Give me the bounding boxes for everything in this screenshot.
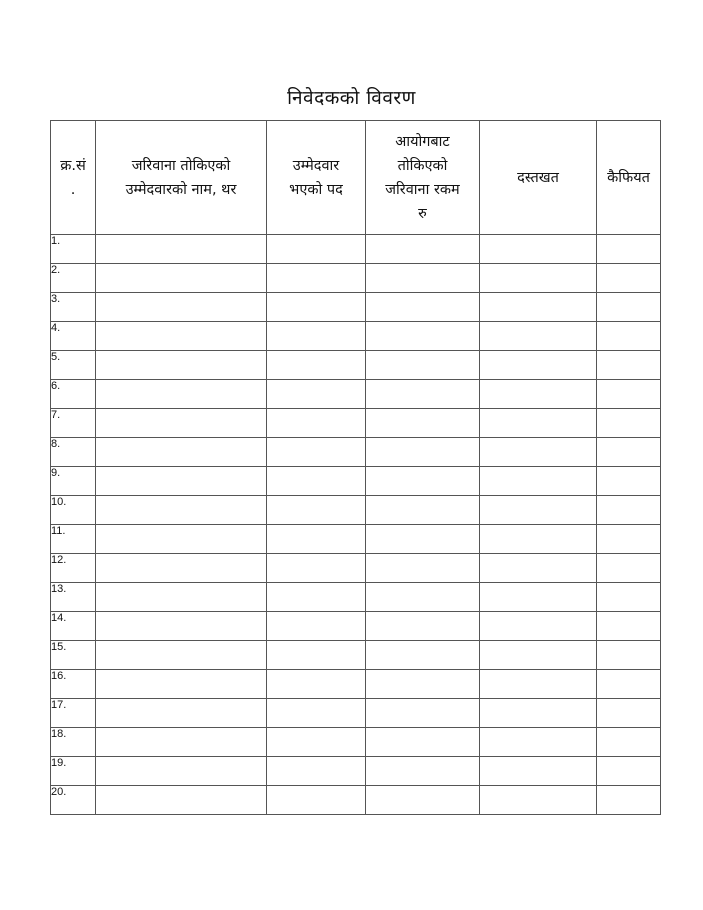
- cell-candidate-name: [96, 583, 267, 612]
- cell-candidate-name: [96, 786, 267, 815]
- cell-remarks: [597, 525, 661, 554]
- cell-candidate-name: [96, 438, 267, 467]
- table-row: [51, 786, 661, 815]
- applicant-details-table: [50, 120, 661, 815]
- cell-fine-amount: [366, 235, 480, 264]
- table-row: [51, 525, 661, 554]
- cell-remarks: [597, 264, 661, 293]
- cell-signature: [480, 757, 597, 786]
- table-row: [51, 699, 661, 728]
- cell-candidate-post: [267, 583, 366, 612]
- cell-candidate-post: [267, 380, 366, 409]
- cell-remarks: [597, 293, 661, 322]
- cell-candidate-post: [267, 728, 366, 757]
- cell-candidate-name: [96, 554, 267, 583]
- cell-signature: [480, 438, 597, 467]
- cell-candidate-post: [267, 496, 366, 525]
- cell-fine-amount: [366, 496, 480, 525]
- row-serial-number: 3.: [51, 293, 96, 322]
- header-remarks: कैफियत: [597, 121, 661, 235]
- cell-remarks: [597, 757, 661, 786]
- row-serial-number: 13.: [51, 583, 96, 612]
- table-row: [51, 322, 661, 351]
- cell-fine-amount: [366, 757, 480, 786]
- cell-remarks: [597, 728, 661, 757]
- row-serial-number: 17.: [51, 699, 96, 728]
- table-row: [51, 235, 661, 264]
- table-row: [51, 380, 661, 409]
- cell-candidate-post: [267, 786, 366, 815]
- cell-fine-amount: [366, 380, 480, 409]
- cell-candidate-post: [267, 467, 366, 496]
- cell-candidate-post: [267, 641, 366, 670]
- row-serial-number: 4.: [51, 322, 96, 351]
- cell-candidate-name: [96, 757, 267, 786]
- cell-remarks: [597, 409, 661, 438]
- table-row: [51, 409, 661, 438]
- row-serial-number: 20.: [51, 786, 96, 815]
- cell-candidate-name: [96, 351, 267, 380]
- table-row: [51, 264, 661, 293]
- header-candidate-post: उम्मेदवार भएको पद: [267, 121, 366, 235]
- cell-candidate-post: [267, 293, 366, 322]
- cell-candidate-name: [96, 380, 267, 409]
- cell-remarks: [597, 438, 661, 467]
- cell-candidate-name: [96, 409, 267, 438]
- cell-signature: [480, 641, 597, 670]
- cell-signature: [480, 554, 597, 583]
- cell-remarks: [597, 554, 661, 583]
- row-serial-number: 9.: [51, 467, 96, 496]
- cell-candidate-name: [96, 235, 267, 264]
- cell-candidate-name: [96, 264, 267, 293]
- cell-signature: [480, 380, 597, 409]
- cell-signature: [480, 467, 597, 496]
- table-row: [51, 583, 661, 612]
- cell-remarks: [597, 496, 661, 525]
- header-row: [51, 121, 661, 235]
- cell-fine-amount: [366, 264, 480, 293]
- cell-candidate-post: [267, 409, 366, 438]
- row-serial-number: 2.: [51, 264, 96, 293]
- cell-candidate-name: [96, 641, 267, 670]
- table-row: [51, 612, 661, 641]
- cell-fine-amount: [366, 554, 480, 583]
- page-title: निवेदकको विवरण: [287, 87, 416, 109]
- table-row: [51, 467, 661, 496]
- cell-signature: [480, 496, 597, 525]
- cell-candidate-post: [267, 438, 366, 467]
- cell-candidate-name: [96, 467, 267, 496]
- cell-signature: [480, 322, 597, 351]
- header-signature: दस्तखत: [480, 121, 597, 235]
- cell-fine-amount: [366, 293, 480, 322]
- cell-signature: [480, 409, 597, 438]
- header-fine-amount: आयोगबाट तोकिएको जरिवाना रकम रु: [366, 121, 480, 235]
- cell-candidate-post: [267, 322, 366, 351]
- cell-remarks: [597, 786, 661, 815]
- row-serial-number: 6.: [51, 380, 96, 409]
- cell-signature: [480, 699, 597, 728]
- row-serial-number: 5.: [51, 351, 96, 380]
- cell-candidate-post: [267, 235, 366, 264]
- cell-candidate-post: [267, 264, 366, 293]
- cell-candidate-post: [267, 699, 366, 728]
- table-row: [51, 728, 661, 757]
- row-serial-number: 12.: [51, 554, 96, 583]
- table-row: [51, 554, 661, 583]
- cell-candidate-name: [96, 670, 267, 699]
- cell-remarks: [597, 612, 661, 641]
- cell-remarks: [597, 641, 661, 670]
- cell-candidate-name: [96, 728, 267, 757]
- cell-signature: [480, 728, 597, 757]
- cell-candidate-name: [96, 699, 267, 728]
- row-serial-number: 11.: [51, 525, 96, 554]
- row-serial-number: 8.: [51, 438, 96, 467]
- cell-signature: [480, 264, 597, 293]
- table-row: [51, 438, 661, 467]
- cell-candidate-name: [96, 612, 267, 641]
- cell-fine-amount: [366, 670, 480, 699]
- row-serial-number: 7.: [51, 409, 96, 438]
- cell-fine-amount: [366, 583, 480, 612]
- cell-signature: [480, 351, 597, 380]
- row-serial-number: 10.: [51, 496, 96, 525]
- cell-candidate-post: [267, 554, 366, 583]
- cell-remarks: [597, 467, 661, 496]
- cell-signature: [480, 235, 597, 264]
- cell-signature: [480, 293, 597, 322]
- cell-signature: [480, 583, 597, 612]
- row-serial-number: 15.: [51, 641, 96, 670]
- cell-fine-amount: [366, 699, 480, 728]
- cell-fine-amount: [366, 612, 480, 641]
- header-candidate-name: जरिवाना तोकिएको उम्मेदवारको नाम, थर: [96, 121, 267, 235]
- cell-signature: [480, 670, 597, 699]
- cell-candidate-post: [267, 525, 366, 554]
- cell-fine-amount: [366, 525, 480, 554]
- row-serial-number: 14.: [51, 612, 96, 641]
- table-row: [51, 496, 661, 525]
- header-serial-number: क्र.सं .: [51, 121, 96, 235]
- table-row: [51, 351, 661, 380]
- cell-candidate-name: [96, 525, 267, 554]
- table-row: [51, 641, 661, 670]
- row-serial-number: 18.: [51, 728, 96, 757]
- cell-fine-amount: [366, 409, 480, 438]
- cell-candidate-post: [267, 670, 366, 699]
- cell-fine-amount: [366, 728, 480, 757]
- cell-remarks: [597, 380, 661, 409]
- cell-fine-amount: [366, 467, 480, 496]
- table-row: [51, 757, 661, 786]
- cell-signature: [480, 786, 597, 815]
- cell-candidate-name: [96, 496, 267, 525]
- cell-fine-amount: [366, 351, 480, 380]
- cell-remarks: [597, 699, 661, 728]
- cell-candidate-post: [267, 757, 366, 786]
- cell-fine-amount: [366, 786, 480, 815]
- cell-remarks: [597, 670, 661, 699]
- cell-candidate-name: [96, 322, 267, 351]
- cell-remarks: [597, 322, 661, 351]
- row-serial-number: 1.: [51, 235, 96, 264]
- cell-remarks: [597, 235, 661, 264]
- cell-remarks: [597, 583, 661, 612]
- cell-signature: [480, 612, 597, 641]
- cell-remarks: [597, 351, 661, 380]
- cell-candidate-post: [267, 612, 366, 641]
- table-row: [51, 293, 661, 322]
- cell-candidate-name: [96, 293, 267, 322]
- cell-candidate-post: [267, 351, 366, 380]
- cell-signature: [480, 525, 597, 554]
- table-body: [51, 235, 661, 815]
- cell-fine-amount: [366, 438, 480, 467]
- cell-fine-amount: [366, 641, 480, 670]
- row-serial-number: 19.: [51, 757, 96, 786]
- cell-fine-amount: [366, 322, 480, 351]
- table-row: [51, 670, 661, 699]
- row-serial-number: 16.: [51, 670, 96, 699]
